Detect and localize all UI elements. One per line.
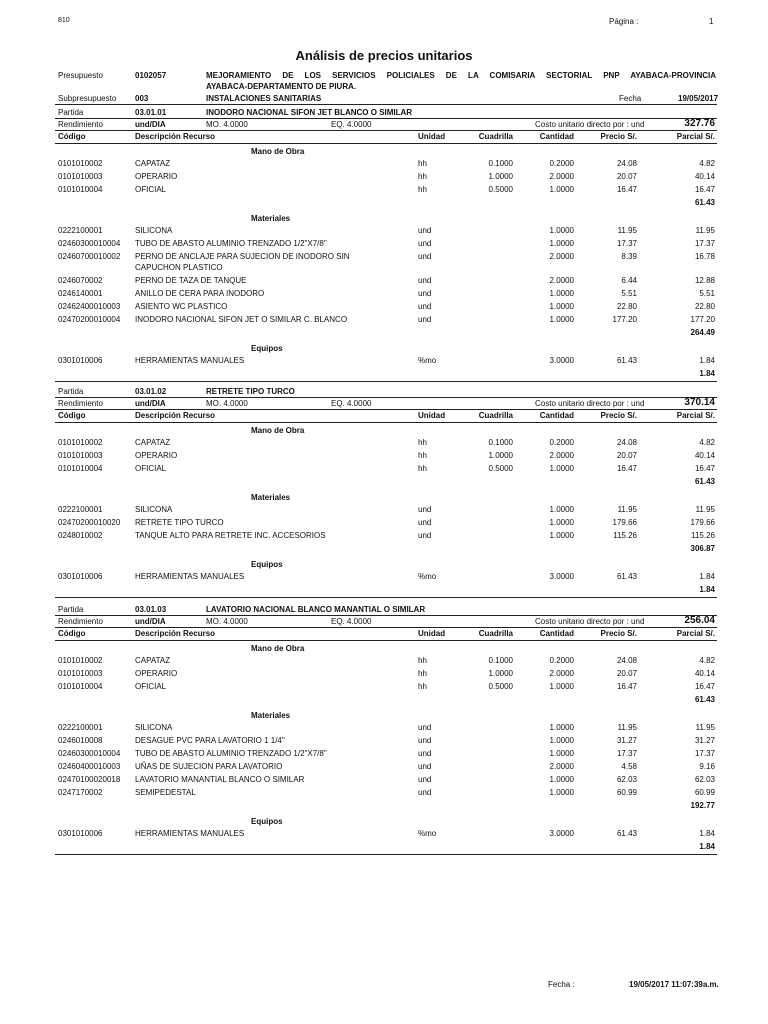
resource-parcial: 40.14 [694, 451, 715, 460]
resource-parcial: 115.26 [691, 531, 715, 540]
resource-precio: 16.47 [616, 682, 637, 691]
resource-cantidad: 1.0000 [549, 289, 574, 298]
resource-description: PERNO DE TAZA DE TANQUE [135, 276, 247, 285]
partida-code: 03.01.01 [135, 108, 167, 117]
resource-description: SILICONA [135, 226, 173, 235]
resource-precio: 179.66 [612, 518, 637, 527]
resource-description: SEMIPEDESTAL [135, 788, 196, 797]
resource-description: RETRETE TIPO TURCO [135, 518, 224, 527]
col-header-precio: Precio S/. [600, 411, 637, 420]
resource-cantidad: 2.0000 [549, 451, 574, 460]
resource-parcial: 60.99 [694, 788, 715, 797]
resource-unit: %mo [418, 572, 437, 581]
resource-precio: 20.07 [616, 172, 637, 181]
resource-cantidad: 3.0000 [549, 356, 574, 365]
resource-code: 0301010006 [58, 572, 103, 581]
resource-precio: 6.44 [621, 276, 637, 285]
resource-cantidad: 3.0000 [549, 572, 574, 581]
column-header-divider [55, 143, 717, 144]
resource-code: 02460300010004 [58, 749, 121, 758]
resource-unit: und [418, 736, 432, 745]
resource-code: 0222100001 [58, 505, 103, 514]
resource-parcial: 17.37 [694, 239, 715, 248]
resource-cuadrilla: 0.1000 [488, 438, 513, 447]
resource-parcial: 9.16 [699, 762, 715, 771]
group-subtotal: 61.43 [694, 695, 715, 704]
eq-value: EQ. 4.0000 [331, 120, 372, 129]
resource-code: 0101010002 [58, 159, 103, 168]
col-header-cuadrilla: Cuadrilla [478, 132, 513, 141]
resource-parcial: 4.82 [699, 656, 715, 665]
resource-unit: und [418, 252, 432, 261]
resource-code: 0246010008 [58, 736, 103, 745]
resource-code: 0101010004 [58, 682, 103, 691]
resource-parcial: 16.78 [694, 252, 715, 261]
resource-precio: 11.95 [617, 226, 637, 235]
col-header-cantidad: Cantidad [539, 411, 574, 420]
resource-cuadrilla: 0.5000 [488, 185, 513, 194]
col-header-precio: Precio S/. [600, 132, 637, 141]
resource-description-cont: CAPUCHON PLASTICO [135, 263, 223, 272]
resource-description: OPERARIO [135, 172, 178, 181]
resource-cantidad: 1.0000 [549, 464, 574, 473]
rendimiento-label: Rendimiento [58, 399, 103, 408]
resource-code: 0247170002 [58, 788, 103, 797]
resource-precio: 20.07 [616, 451, 637, 460]
resource-code: 0246070002 [58, 276, 103, 285]
rendimiento-divider [55, 409, 717, 410]
partida-name: INODORO NACIONAL SIFON JET BLANCO O SIMILAR [206, 108, 413, 117]
resource-cantidad: 2.0000 [549, 669, 574, 678]
group-subtotal: 1.84 [699, 842, 715, 851]
resource-unit: und [418, 749, 432, 758]
resource-cantidad: 1.0000 [549, 775, 574, 784]
resource-cuadrilla: 0.5000 [488, 682, 513, 691]
resource-precio: 4.58 [621, 762, 637, 771]
rendimiento-divider [55, 130, 717, 131]
presupuesto-code: 0102057 [135, 71, 167, 80]
resource-unit: hh [418, 451, 427, 460]
resource-description: ANILLO DE CERA PARA INODORO [135, 289, 265, 298]
resource-cuadrilla: 0.1000 [488, 159, 513, 168]
resource-parcial: 4.82 [699, 159, 715, 168]
unit-cost-value: 256.04 [684, 615, 715, 626]
mo-value: MO. 4.0000 [206, 399, 248, 408]
resource-precio: 5.51 [621, 289, 637, 298]
footer-fecha-label: Fecha : [548, 980, 575, 989]
resource-parcial: 11.95 [695, 723, 715, 732]
costo-unitario-label: Costo unitario directo por : und [535, 617, 645, 626]
resource-description: CAPATAZ [135, 159, 171, 168]
resource-parcial: 11.95 [695, 226, 715, 235]
resource-unit: und [418, 788, 432, 797]
col-header-codigo: Código [58, 411, 86, 420]
col-header-cuadrilla: Cuadrilla [478, 411, 513, 420]
partida-end-divider [55, 381, 717, 382]
column-header-divider [55, 640, 717, 641]
resource-precio: 60.99 [616, 788, 637, 797]
rendimiento-unit: und/DIA [135, 617, 166, 626]
resource-precio: 24.08 [616, 159, 637, 168]
col-header-codigo: Código [58, 629, 86, 638]
resource-description: TANQUE ALTO PARA RETRETE INC. ACCESORIOS [135, 531, 326, 540]
mo-value: MO. 4.0000 [206, 120, 248, 129]
group-heading: Materiales [251, 214, 291, 223]
resource-cantidad: 1.0000 [549, 185, 574, 194]
resource-cantidad: 1.0000 [549, 518, 574, 527]
resource-unit: hh [418, 438, 427, 447]
resource-parcial: 62.03 [694, 775, 715, 784]
resource-parcial: 12.88 [694, 276, 715, 285]
rendimiento-label: Rendimiento [58, 120, 103, 129]
col-header-precio: Precio S/. [600, 629, 637, 638]
resource-cantidad: 1.0000 [549, 239, 574, 248]
presupuesto-label: Presupuesto [58, 71, 103, 80]
resource-cantidad: 1.0000 [549, 315, 574, 324]
resource-precio: 61.43 [616, 829, 637, 838]
resource-unit: hh [418, 682, 427, 691]
group-subtotal: 61.43 [694, 198, 715, 207]
rendimiento-unit: und/DIA [135, 399, 166, 408]
resource-precio: 16.47 [616, 464, 637, 473]
rendimiento-unit: und/DIA [135, 120, 166, 129]
page-label: Página : [609, 17, 639, 26]
resource-parcial: 16.47 [694, 682, 715, 691]
costo-unitario-label: Costo unitario directo por : und [535, 120, 645, 129]
resource-unit: und [418, 226, 432, 235]
resource-code: 0101010002 [58, 656, 103, 665]
presupuesto-description: MEJORAMIENTO DE LOS SERVICIOS POLICIALES DE LA COMISARIA SECTORIAL PNP AYABACA-PROVINCIA [206, 71, 716, 80]
resource-description: LAVATORIO MANANTIAL BLANCO O SIMILAR [135, 775, 305, 784]
partida-code: 03.01.02 [135, 387, 167, 396]
group-heading: Equipos [251, 560, 283, 569]
group-subtotal: 192.77 [690, 801, 715, 810]
resource-cuadrilla: 1.0000 [488, 451, 513, 460]
subpresupuesto-code: 003 [135, 94, 149, 103]
resource-description: TUBO DE ABASTO ALUMINIO TRENZADO 1/2"X7/8" [135, 239, 327, 248]
resource-code: 0101010004 [58, 185, 103, 194]
group-heading: Mano de Obra [251, 426, 305, 435]
resource-precio: 17.37 [616, 239, 637, 248]
resource-description: OFICIAL [135, 464, 167, 473]
resource-description: UÑAS DE SUJECION PARA LAVATORIO [135, 762, 283, 771]
resource-code: 02460300010004 [58, 239, 121, 248]
resource-parcial: 1.84 [699, 356, 715, 365]
subpresupuesto-label: Subpresupuesto [58, 94, 117, 103]
partida-name: LAVATORIO NACIONAL BLANCO MANANTIAL O SIMILAR [206, 605, 426, 614]
resource-parcial: 11.95 [695, 505, 715, 514]
resource-unit: hh [418, 172, 427, 181]
resource-description: PERNO DE ANCLAJE PARA SUJECION DE INODORO SIN [135, 252, 350, 261]
resource-cantidad: 1.0000 [549, 531, 574, 540]
resource-parcial: 177.20 [690, 315, 715, 324]
resource-precio: 61.43 [616, 356, 637, 365]
col-header-descripcion: Descripción Recurso [135, 132, 216, 141]
group-subtotal: 61.43 [694, 477, 715, 486]
resource-code: 02470200010020 [58, 518, 121, 527]
resource-parcial: 16.47 [694, 464, 715, 473]
resource-cantidad: 2.0000 [549, 762, 574, 771]
col-header-cantidad: Cantidad [539, 132, 574, 141]
unit-cost-value: 370.14 [684, 397, 715, 408]
page-code: 810 [58, 17, 70, 24]
rendimiento-label: Rendimiento [58, 617, 103, 626]
col-header-cantidad: Cantidad [539, 629, 574, 638]
resource-description: SILICONA [135, 505, 173, 514]
resource-unit: und [418, 302, 432, 311]
resource-parcial: 40.14 [694, 172, 715, 181]
resource-unit: hh [418, 159, 427, 168]
page-title: Análisis de precios unitarios [295, 48, 473, 63]
eq-value: EQ. 4.0000 [331, 399, 372, 408]
resource-precio: 16.47 [616, 185, 637, 194]
resource-description: OPERARIO [135, 451, 178, 460]
resource-unit: und [418, 289, 432, 298]
resource-unit: %mo [418, 356, 437, 365]
resource-cantidad: 1.0000 [549, 505, 574, 514]
resource-parcial: 179.66 [690, 518, 715, 527]
col-header-descripcion: Descripción Recurso [135, 629, 216, 638]
partida-label: Partida [58, 108, 84, 117]
resource-precio: 31.27 [616, 736, 637, 745]
resource-unit: und [418, 762, 432, 771]
resource-cuadrilla: 0.1000 [488, 656, 513, 665]
resource-parcial: 5.51 [699, 289, 715, 298]
resource-unit: hh [418, 464, 427, 473]
resource-parcial: 1.84 [699, 572, 715, 581]
resource-description: HERRAMIENTAS MANUALES [135, 572, 245, 581]
subpresupuesto-description: INSTALACIONES SANITARIAS [206, 94, 322, 103]
col-header-unidad: Unidad [418, 132, 446, 141]
resource-code: 0101010004 [58, 464, 103, 473]
col-header-parcial: Parcial S/. [676, 629, 715, 638]
resource-code: 0101010003 [58, 451, 103, 460]
group-heading: Materiales [251, 493, 291, 502]
partida-label: Partida [58, 387, 84, 396]
resource-description: TUBO DE ABASTO ALUMINIO TRENZADO 1/2"X7/8" [135, 749, 327, 758]
resource-description: INODORO NACIONAL SIFON JET O SIMILAR C. BLANCO [135, 315, 348, 324]
resource-cantidad: 1.0000 [549, 788, 574, 797]
col-header-parcial: Parcial S/. [676, 411, 715, 420]
group-heading: Mano de Obra [251, 644, 305, 653]
group-heading: Equipos [251, 344, 283, 353]
resource-code: 02462400010003 [58, 302, 121, 311]
col-header-unidad: Unidad [418, 629, 446, 638]
resource-precio: 24.08 [616, 656, 637, 665]
rendimiento-divider [55, 627, 717, 628]
partida-end-divider [55, 854, 717, 855]
resource-code: 0101010002 [58, 438, 103, 447]
resource-description: CAPATAZ [135, 656, 171, 665]
resource-precio: 177.20 [612, 315, 637, 324]
resource-parcial: 4.82 [699, 438, 715, 447]
resource-precio: 62.03 [616, 775, 637, 784]
resource-description: CAPATAZ [135, 438, 171, 447]
resource-unit: hh [418, 669, 427, 678]
fecha-value: 19/05/2017 [678, 94, 719, 103]
resource-cantidad: 3.0000 [549, 829, 574, 838]
resource-code: 02460400010003 [58, 762, 121, 771]
group-heading: Equipos [251, 817, 283, 826]
resource-unit: und [418, 505, 432, 514]
resource-unit: und [418, 723, 432, 732]
resource-precio: 8.39 [621, 252, 637, 261]
eq-value: EQ. 4.0000 [331, 617, 372, 626]
resource-code: 0301010006 [58, 356, 103, 365]
resource-cantidad: 1.0000 [549, 302, 574, 311]
mo-value: MO. 4.0000 [206, 617, 248, 626]
unit-cost-value: 327.76 [684, 118, 715, 129]
partida-end-divider [55, 597, 717, 598]
resource-unit: und [418, 315, 432, 324]
resource-cantidad: 2.0000 [549, 252, 574, 261]
footer-fecha-value: 19/05/2017 11:07:39a.m. [629, 980, 719, 989]
resource-unit: und [418, 775, 432, 784]
resource-parcial: 31.27 [694, 736, 715, 745]
resource-code: 02470200010004 [58, 315, 121, 324]
resource-unit: hh [418, 185, 427, 194]
resource-parcial: 17.37 [694, 749, 715, 758]
header-divider [55, 104, 717, 105]
resource-unit: %mo [418, 829, 437, 838]
resource-description: ASIENTO WC PLASTICO [135, 302, 228, 311]
resource-parcial: 1.84 [699, 829, 715, 838]
resource-cantidad: 0.2000 [549, 438, 574, 447]
resource-code: 0222100001 [58, 723, 103, 732]
resource-description: HERRAMIENTAS MANUALES [135, 829, 245, 838]
resource-description: OFICIAL [135, 185, 167, 194]
resource-precio: 11.95 [617, 723, 637, 732]
page-number: 1 [709, 17, 714, 26]
resource-cuadrilla: 1.0000 [488, 669, 513, 678]
resource-cantidad: 1.0000 [549, 682, 574, 691]
resource-unit: hh [418, 656, 427, 665]
group-subtotal: 1.84 [699, 585, 715, 594]
resource-precio: 20.07 [616, 669, 637, 678]
presupuesto-description-line2: AYABACA-DEPARTAMENTO DE PIURA. [206, 82, 357, 91]
group-subtotal: 306.87 [690, 544, 715, 553]
resource-description: HERRAMIENTAS MANUALES [135, 356, 245, 365]
resource-code: 0222100001 [58, 226, 103, 235]
resource-description: DESAGUE PVC PARA LAVATORIO 1 1/4" [135, 736, 285, 745]
resource-cuadrilla: 1.0000 [488, 172, 513, 181]
resource-code: 0101010003 [58, 172, 103, 181]
resource-cantidad: 0.2000 [549, 656, 574, 665]
col-header-cuadrilla: Cuadrilla [478, 629, 513, 638]
resource-precio: 17.37 [616, 749, 637, 758]
resource-unit: und [418, 518, 432, 527]
resource-precio: 61.43 [616, 572, 637, 581]
col-header-unidad: Unidad [418, 411, 446, 420]
resource-cantidad: 1.0000 [549, 723, 574, 732]
resource-cantidad: 1.0000 [549, 226, 574, 235]
resource-cantidad: 2.0000 [549, 172, 574, 181]
resource-code: 0248010002 [58, 531, 103, 540]
column-header-divider [55, 422, 717, 423]
resource-parcial: 16.47 [694, 185, 715, 194]
resource-code: 0101010003 [58, 669, 103, 678]
fecha-label: Fecha [619, 94, 642, 103]
resource-code: 02470100020018 [58, 775, 121, 784]
group-subtotal: 1.84 [699, 369, 715, 378]
resource-cantidad: 1.0000 [549, 749, 574, 758]
costo-unitario-label: Costo unitario directo por : und [535, 399, 645, 408]
resource-cantidad: 1.0000 [549, 736, 574, 745]
col-header-codigo: Código [58, 132, 86, 141]
resource-precio: 22.80 [616, 302, 637, 311]
col-header-descripcion: Descripción Recurso [135, 411, 216, 420]
resource-precio: 24.08 [616, 438, 637, 447]
resource-precio: 11.95 [617, 505, 637, 514]
resource-precio: 115.26 [613, 531, 637, 540]
group-subtotal: 264.49 [690, 328, 715, 337]
resource-description: SILICONA [135, 723, 173, 732]
group-heading: Mano de Obra [251, 147, 305, 156]
resource-unit: und [418, 531, 432, 540]
resource-unit: und [418, 239, 432, 248]
partida-code: 03.01.03 [135, 605, 167, 614]
resource-code: 02460700010002 [58, 252, 121, 261]
resource-description: OPERARIO [135, 669, 178, 678]
resource-code: 0301010006 [58, 829, 103, 838]
resource-cantidad: 0.2000 [549, 159, 574, 168]
group-heading: Materiales [251, 711, 291, 720]
resource-unit: und [418, 276, 432, 285]
resource-parcial: 40.14 [694, 669, 715, 678]
resource-cuadrilla: 0.5000 [488, 464, 513, 473]
col-header-parcial: Parcial S/. [676, 132, 715, 141]
partida-name: RETRETE TIPO TURCO [206, 387, 295, 396]
partida-label: Partida [58, 605, 84, 614]
resource-description: OFICIAL [135, 682, 167, 691]
resource-parcial: 22.80 [694, 302, 715, 311]
resource-cantidad: 2.0000 [549, 276, 574, 285]
resource-code: 0246140001 [58, 289, 103, 298]
